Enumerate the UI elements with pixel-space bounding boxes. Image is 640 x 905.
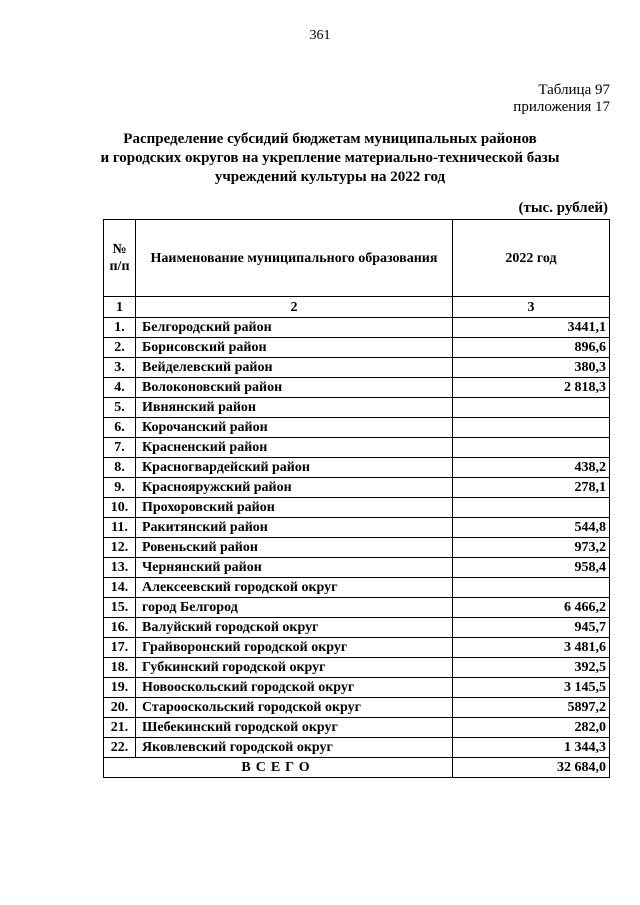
subsidy-value — [453, 578, 610, 598]
municipality-name: Ивнянский район — [136, 398, 453, 418]
table-row — [104, 618, 610, 638]
municipality-name: Алексеевский городской округ — [136, 578, 453, 598]
subsidy-value: 438,2 — [453, 458, 610, 478]
title-line: и городских округов на укрепление материально-технической базы — [100, 150, 560, 166]
row-number: 4. — [104, 378, 136, 398]
row-number: 3. — [104, 358, 136, 378]
row-number: 15. — [104, 598, 136, 618]
table-row — [104, 318, 610, 338]
row-number: 19. — [104, 678, 136, 698]
row-number: 1. — [104, 318, 136, 338]
subsidy-value — [453, 418, 610, 438]
column-index: 1 — [104, 297, 136, 318]
column-index: 2 — [136, 297, 453, 318]
row-number: 14. — [104, 578, 136, 598]
page-number: 361 — [309, 28, 331, 43]
subsidy-value: 5897,2 — [453, 698, 610, 718]
total-value: 32 684,0 — [453, 758, 610, 778]
table-row — [104, 518, 610, 538]
row-number: 7. — [104, 438, 136, 458]
table-row — [104, 338, 610, 358]
subsidy-value: 945,7 — [453, 618, 610, 638]
municipality-name: Грайворонский городской округ — [136, 638, 453, 658]
table-row — [104, 498, 610, 518]
table-row — [104, 358, 610, 378]
table-row — [104, 678, 610, 698]
subsidy-table — [103, 219, 610, 778]
subsidy-value: 278,1 — [453, 478, 610, 498]
municipality-name: Вейделевский район — [136, 358, 453, 378]
title-line: Распределение субсидий бюджетам муниципальных районов — [123, 131, 537, 147]
municipality-name: Борисовский район — [136, 338, 453, 358]
appendix-reference: приложения 17 — [513, 99, 610, 115]
title-line: учреждений культуры на 2022 год — [214, 169, 446, 185]
table-row — [104, 558, 610, 578]
total-label: ВСЕГО — [104, 758, 453, 778]
table-row — [104, 438, 610, 458]
table-row — [104, 638, 610, 658]
municipality-name: Белгородский район — [136, 318, 453, 338]
row-number: 13. — [104, 558, 136, 578]
table-row — [104, 458, 610, 478]
subsidy-value: 392,5 — [453, 658, 610, 678]
table-row — [104, 378, 610, 398]
municipality-name: Губкинский городской округ — [136, 658, 453, 678]
table-row — [104, 478, 610, 498]
municipality-name: Ракитянский район — [136, 518, 453, 538]
subsidy-value: 973,2 — [453, 538, 610, 558]
table-row — [104, 698, 610, 718]
municipality-name: Новооскольский городской округ — [136, 678, 453, 698]
total-row — [104, 758, 610, 778]
table-body — [104, 318, 610, 778]
table-row — [104, 578, 610, 598]
municipality-name: Красногвардейский район — [136, 458, 453, 478]
row-number: 11. — [104, 518, 136, 538]
municipality-name: Яковлевский городской округ — [136, 738, 453, 758]
subsidy-value: 380,3 — [453, 358, 610, 378]
table-row — [104, 398, 610, 418]
subsidy-value: 3 481,6 — [453, 638, 610, 658]
subsidy-value: 282,0 — [453, 718, 610, 738]
municipality-name: Ровеньский район — [136, 538, 453, 558]
subsidy-value: 1 344,3 — [453, 738, 610, 758]
subsidy-value: 6 466,2 — [453, 598, 610, 618]
subsidy-value: 2 818,3 — [453, 378, 610, 398]
table-row — [104, 658, 610, 678]
table-row — [104, 718, 610, 738]
table-reference: Таблица 97 — [538, 82, 610, 98]
row-number: 16. — [104, 618, 136, 638]
row-number: 10. — [104, 498, 136, 518]
municipality-name: Краснояружский район — [136, 478, 453, 498]
subsidy-value: 3441,1 — [453, 318, 610, 338]
header-name: Наименование муниципального образования — [136, 220, 453, 297]
subsidy-value — [453, 438, 610, 458]
subsidy-value — [453, 398, 610, 418]
row-number: 17. — [104, 638, 136, 658]
municipality-name: Шебекинский городской округ — [136, 718, 453, 738]
subsidy-value — [453, 498, 610, 518]
units-label: (тыс. рублей) — [518, 200, 608, 216]
municipality-name: Корочанский район — [136, 418, 453, 438]
row-number: 6. — [104, 418, 136, 438]
row-number: 22. — [104, 738, 136, 758]
row-number: 12. — [104, 538, 136, 558]
column-index: 3 — [453, 297, 610, 318]
table-row — [104, 598, 610, 618]
table-row — [104, 418, 610, 438]
row-number: 20. — [104, 698, 136, 718]
row-number: 2. — [104, 338, 136, 358]
municipality-name: Волоконовский район — [136, 378, 453, 398]
table-header-row — [104, 220, 610, 297]
row-number: 21. — [104, 718, 136, 738]
row-number: 18. — [104, 658, 136, 678]
municipality-name: Прохоровский район — [136, 498, 453, 518]
municipality-name: Чернянский район — [136, 558, 453, 578]
header-number: № п/п — [104, 220, 136, 297]
municipality-name: Красненский район — [136, 438, 453, 458]
subsidy-value: 958,4 — [453, 558, 610, 578]
municipality-name: Валуйский городской округ — [136, 618, 453, 638]
document-title — [80, 130, 580, 187]
row-number: 8. — [104, 458, 136, 478]
subsidy-value: 896,6 — [453, 338, 610, 358]
header-year: 2022 год — [453, 220, 610, 297]
table-row — [104, 738, 610, 758]
table-row — [104, 538, 610, 558]
subsidy-value: 3 145,5 — [453, 678, 610, 698]
row-number: 5. — [104, 398, 136, 418]
municipality-name: город Белгород — [136, 598, 453, 618]
subsidy-value: 544,8 — [453, 518, 610, 538]
column-index-row — [104, 297, 610, 318]
municipality-name: Старооскольский городской округ — [136, 698, 453, 718]
row-number: 9. — [104, 478, 136, 498]
